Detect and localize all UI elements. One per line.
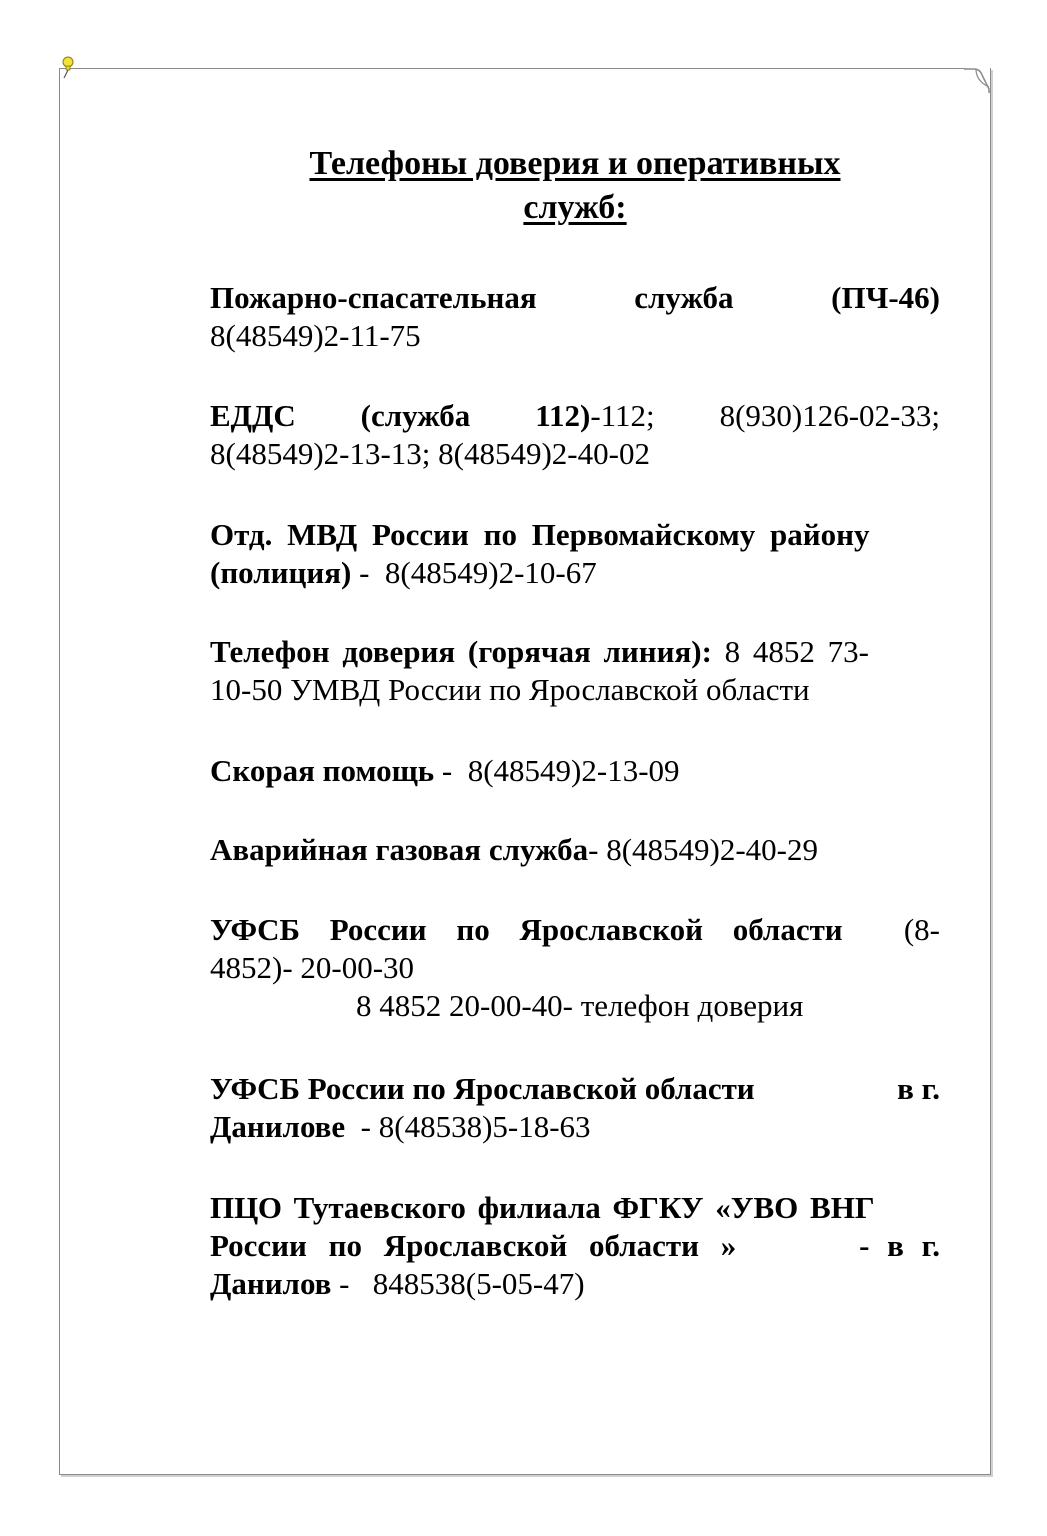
entry-line <box>210 1265 940 1303</box>
entry-phone: - 8(48538)5-18-63 <box>345 1109 591 1144</box>
page-top-edge <box>59 68 965 69</box>
entry-label: Аварийная газовая служба <box>210 832 589 867</box>
entry-line <box>210 1227 940 1265</box>
entry-phone: 4852)- 20-00-30 <box>210 950 415 985</box>
entry-line <box>210 633 940 671</box>
entry-label-group <box>535 397 654 435</box>
entry-label-part: (ПЧ-46) <box>831 280 940 315</box>
entry-label: - в г. <box>859 1228 940 1263</box>
entry-fsb <box>210 911 940 1025</box>
entry-label-part: служба <box>634 280 734 315</box>
title-line-2: служб: <box>523 189 627 226</box>
entry-pco-tutaev <box>210 1189 940 1303</box>
entry-line <box>210 1070 940 1108</box>
entry-phone: -112; <box>590 398 655 433</box>
entry-phone: - 8(48549)2-40-29 <box>588 832 819 867</box>
entry-fsb-danilov <box>210 1070 940 1146</box>
entry-hotline <box>210 633 940 709</box>
entry-phone: 8(48549)2-11-75 <box>210 318 421 353</box>
entry-edds <box>210 397 940 473</box>
entry-phone: - 8(48549)2-10-67 <box>351 555 597 590</box>
entry-label-part: 112) <box>535 398 591 433</box>
entry-label: Данилове <box>210 1109 346 1144</box>
entry-phone: 8 4852 20-00-40- телефон доверия <box>356 988 804 1023</box>
entry-line <box>210 279 940 317</box>
entry-police <box>210 516 940 592</box>
entry-phone: 8(48549)2-13-13; 8(48549)2-40-02 <box>210 436 650 471</box>
entry-line <box>210 1189 940 1227</box>
pushpin-icon <box>58 56 78 80</box>
entry-line <box>210 1108 940 1146</box>
entry-phone: - 8(48549)2-13-09 <box>434 753 680 788</box>
entry-phone: - 848538(5-05-47) <box>331 1266 585 1301</box>
entry-line <box>210 911 940 949</box>
entry-label: ПЦО Тутаевского филиала ФГКУ «УВО ВНГ <box>210 1190 875 1225</box>
entry-phone: (8- <box>903 912 940 947</box>
entry-line <box>210 516 940 554</box>
entry-label: УФСБ России по Ярославской области <box>210 912 843 947</box>
entry-ambulance <box>210 752 940 790</box>
entry-label: в г. <box>897 1071 940 1106</box>
entry-fire-rescue <box>210 279 940 355</box>
entry-text: 10-50 УМВД России по Ярославской области <box>210 672 810 707</box>
entry-label-part: ЕДДС <box>210 398 296 433</box>
entry-label-part: (служба <box>360 398 471 433</box>
page-corner-fold-icon <box>962 65 992 95</box>
page-title <box>210 142 940 230</box>
entry-line <box>210 752 940 790</box>
entry-line <box>210 397 940 435</box>
entry-label: Скорая помощь <box>210 753 435 788</box>
entry-phone: 8 4852 73- <box>711 634 869 669</box>
entry-label: (полиция) <box>210 555 352 590</box>
title-line-1: Телефоны доверия и оперативных <box>309 145 841 182</box>
entry-gas-service <box>210 831 940 869</box>
entry-label-part: Пожарно-спасательная <box>210 280 537 315</box>
entry-phone: 8(930)126-02-33; <box>719 398 940 433</box>
entry-label: России по Ярославской области » <box>210 1228 737 1263</box>
entry-line <box>210 554 940 592</box>
entry-label: УФСБ России по Ярославской области <box>210 1071 755 1106</box>
entry-label: Отд. МВД России по Первомайскому району <box>210 517 870 552</box>
entry-label: Данилов <box>210 1266 332 1301</box>
entry-label: Телефон доверия (горячая линия): <box>210 634 712 669</box>
entry-line <box>210 831 940 869</box>
